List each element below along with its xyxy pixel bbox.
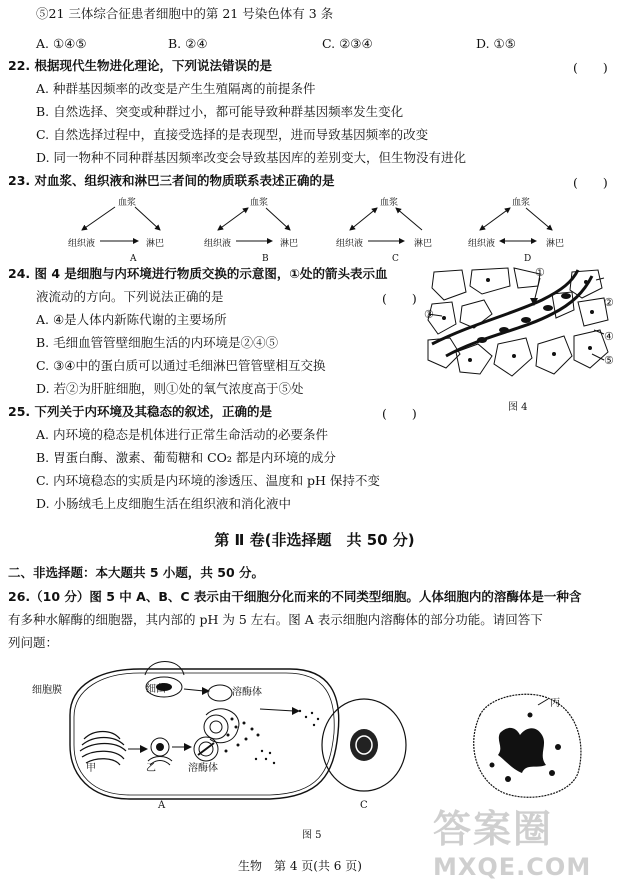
cell-a [70, 662, 339, 800]
q26-line-2: 有多种水解酶的细胞器，其内部的 pH 为 5 左右。图 A 表示细胞内溶酶体的部分功能。请回答下 [8, 612, 543, 627]
q24-option-a[interactable]: A. ④是人体内新陈代谢的主要场所 [36, 312, 227, 327]
q25-stem: 25. 下列关于内环境及其稳态的叙述，正确的是 [8, 404, 272, 419]
q24-option-d[interactable]: D. 若②为肝脏细胞，则①处的氧气浓度高于⑤处 [36, 381, 304, 396]
a-top: 血浆 [118, 198, 137, 208]
q25-option-a[interactable]: A. 内环境的稳态是机体进行正常生命活动的必要条件 [36, 427, 328, 442]
q25-answer-paren[interactable]: ( ) [382, 406, 417, 421]
page-footer: 生物 第 4 页(共 6 页) [238, 859, 362, 873]
statement-5: ⑤21 三体综合征患者细胞中的第 21 号染色体有 3 条 [36, 6, 334, 21]
c-label: C [392, 254, 399, 264]
figure-4 [422, 264, 617, 390]
q25-option-b[interactable]: B. 胃蛋白酶、激素、葡萄糖和 CO₂ 都是内环境的成分 [36, 450, 336, 465]
d-left: 组织液 [468, 239, 496, 249]
q26-line-1: 26.（10 分）图 5 中 A、B、C 表示由干细胞分化而来的不同类型细胞。人体细胞内的溶酶体是一种含 [8, 589, 582, 604]
d-top: 血浆 [512, 198, 531, 208]
section-ii-title: 第 Ⅱ 卷(非选择题 共 50 分) [214, 531, 415, 549]
b-right: 淋巴 [280, 239, 299, 249]
q25-option-d[interactable]: D. 小肠绒毛上皮细胞生活在组织液和消化液中 [36, 496, 292, 511]
q22-option-b[interactable]: B. 自然选择、突变或种群过小，都可能导致种群基因频率发生变化 [36, 104, 404, 119]
fig4-mark-4: ④ [604, 330, 614, 343]
option-a[interactable]: A. ①④⑤ [36, 36, 87, 51]
d-right: 淋巴 [546, 239, 565, 249]
label-yi: 乙 [146, 763, 156, 774]
q22-option-a[interactable]: A. 种群基因频率的改变是产生生殖隔离的前提条件 [36, 81, 316, 96]
q24-option-c[interactable]: C. ③④中的蛋白质可以通过毛细淋巴管管壁相互交换 [36, 358, 326, 373]
a-right: 淋巴 [146, 239, 165, 249]
label-jia: 甲 [86, 763, 96, 774]
q24-option-b[interactable]: B. 毛细血管管壁细胞生活的内环境是②④⑤ [36, 335, 279, 350]
q26-line-3: 列问题： [8, 635, 59, 650]
c-left: 组织液 [336, 239, 364, 249]
q22-answer-paren[interactable]: ( ) [573, 60, 608, 75]
label-bing: 丙 [550, 698, 560, 709]
option-c[interactable]: C. ②③④ [322, 36, 373, 51]
label-cell-a: A [158, 800, 166, 811]
fig4-mark-5: ⑤ [604, 354, 614, 367]
label-lysosome-top: 溶酶体 [232, 687, 262, 698]
q23-answer-paren[interactable]: ( ) [573, 175, 608, 190]
fig4-mark-1: ① [535, 266, 545, 279]
cell-bing [474, 694, 581, 797]
q23-stem: 23. 对血浆、组织液和淋巴三者间的物质联系表述正确的是 [8, 173, 335, 188]
label-cell-membrane: 细胞膜 [32, 685, 62, 696]
figure-5-caption: 图 5 [302, 830, 322, 841]
watermark-logo: 答案圈 MXQE.COM [433, 807, 592, 881]
q22-option-c[interactable]: C. 自然选择过程中，直接受选择的是表现型，进而导致基因频率的改变 [36, 127, 429, 142]
c-top: 血浆 [380, 198, 399, 208]
q25-option-c[interactable]: C. 内环境稳态的实质是内环境的渗透压、温度和 pH 保持不变 [36, 473, 380, 488]
figure-5 [30, 655, 620, 815]
d-label: D [524, 254, 532, 264]
c-right: 淋巴 [414, 239, 433, 249]
a-label: A [130, 254, 137, 264]
label-bacteria: 细菌 [146, 684, 166, 695]
b-left: 组织液 [204, 239, 232, 249]
a-left: 组织液 [68, 239, 96, 249]
label-cell-c: C [360, 800, 368, 811]
q24-stem-1: 24. 图 4 是细胞与内环境进行物质交换的示意图，①处的箭头表示血 [8, 266, 388, 281]
label-lysosome-bottom: 溶酶体 [188, 763, 218, 774]
b-label: B [262, 254, 269, 264]
option-b[interactable]: B. ②④ [168, 36, 208, 51]
q24-stem-2: 液流动的方向。下列说法正确的是 [36, 289, 224, 304]
part2-heading: 二、非选择题：本大题共 5 小题，共 50 分。 [8, 565, 265, 580]
fig4-mark-2: ② [604, 296, 614, 309]
q22-stem: 22. 根据现代生物进化理论，下列说法错误的是 [8, 58, 272, 73]
cell-c [322, 699, 406, 791]
q22-option-d[interactable]: D. 同一物种不同种群基因频率改变会导致基因库的差别变大，但生物没有进化 [36, 150, 467, 165]
option-d[interactable]: D. ①⑤ [476, 36, 516, 51]
fig4-mark-3: ③ [424, 308, 434, 321]
b-top: 血浆 [250, 198, 269, 208]
q24-answer-paren[interactable]: ( ) [382, 291, 417, 306]
fig4-caption: 图 4 [508, 402, 528, 413]
q23-diagrams [60, 194, 580, 264]
